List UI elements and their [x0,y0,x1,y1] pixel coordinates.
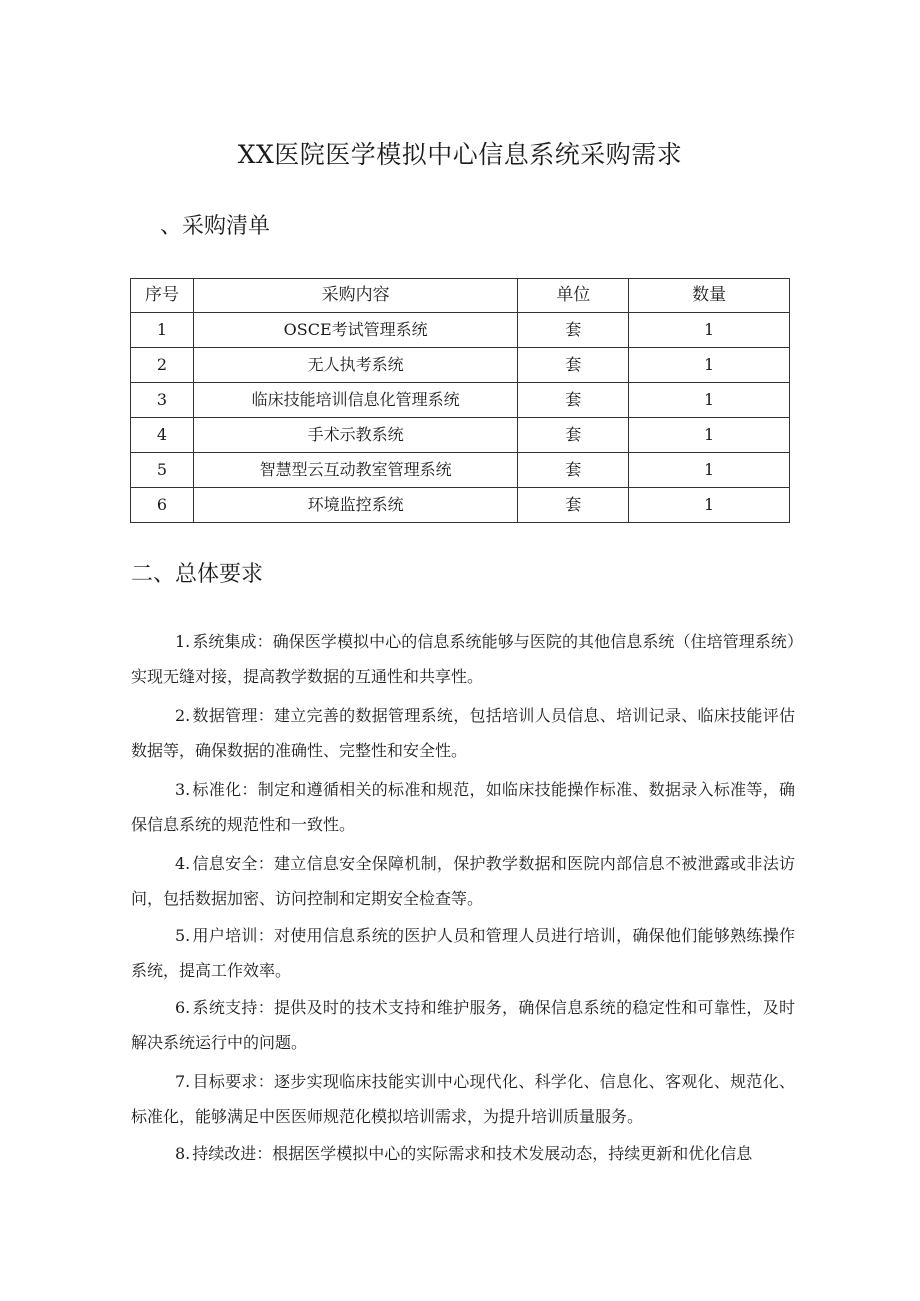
requirement-number: 5. [175,926,191,945]
table-row [131,453,790,488]
cell-unit: 套 [518,488,629,523]
table-header-row [131,279,790,313]
cell-quantity: 1 [629,418,790,453]
requirement-paragraph [131,1064,795,1134]
requirement-number: 4. [175,854,191,873]
requirement-text: 持续改进：根据医学模拟中心的实际需求和技术发展动态，持续更新和优化信息 [192,1144,753,1163]
requirement-paragraph [131,624,795,694]
table-row [131,383,790,418]
requirement-paragraph [131,846,795,916]
cell-serial-no: 5 [131,453,194,488]
table-row [131,488,790,523]
document-title: XX医院医学模拟中心信息系统采购需求 [237,140,683,169]
header-quantity: 数量 [629,279,790,313]
cell-unit: 套 [518,453,629,488]
requirement-text: 信息安全：建立信息安全保障机制，保护教学数据和医院内部信息不被泄露或非法访问，包括数据加密、访问控制和定期安全检查等。 [131,854,795,908]
requirement-paragraph [131,698,795,768]
section-heading-procurement-list: 、采购清单 [160,214,271,239]
cell-unit: 套 [518,348,629,383]
header-item: 采购内容 [193,279,518,313]
header-unit: 单位 [518,279,629,313]
cell-serial-no: 4 [131,418,194,453]
cell-unit: 套 [518,383,629,418]
requirement-text: 用户培训：对使用信息系统的医护人员和管理人员进行培训，确保他们能够熟练操作系统，提高工作效率。 [131,926,795,980]
cell-item: 智慧型云互动教室管理系统 [193,453,518,488]
section-heading-overall-requirements: 二、总体要求 [131,562,264,587]
requirement-number: 7. [175,1072,191,1091]
requirement-paragraph [131,918,795,988]
requirement-text: 系统支持：提供及时的技术支持和维护服务，确保信息系统的稳定性和可靠性，及时解决系统运行中的问题。 [131,998,795,1052]
cell-quantity: 1 [629,488,790,523]
procurement-table [130,278,790,523]
requirement-text: 数据管理：建立完善的数据管理系统，包括培训人员信息、培训记录、临床技能评估数据等，确保数据的准确性、完整性和安全性。 [131,706,795,760]
requirement-paragraph [131,990,795,1060]
requirement-text: 标准化：制定和遵循相关的标准和规范，如临床技能操作标准、数据录入标准等，确保信息系统的规范性和一致性。 [131,780,795,834]
cell-item: 临床技能培训信息化管理系统 [193,383,518,418]
table-row [131,313,790,348]
requirement-number: 6. [175,998,191,1017]
requirement-text: 系统集成：确保医学模拟中心的信息系统能够与医院的其他信息系统（住培管理系统）实现无缝对接，提高教学数据的互通性和共享性。 [131,632,795,686]
requirement-paragraph [131,1136,795,1171]
cell-quantity: 1 [629,383,790,418]
cell-unit: 套 [518,313,629,348]
cell-unit: 套 [518,418,629,453]
cell-item: 手术示教系统 [193,418,518,453]
requirement-number: 3. [175,780,191,799]
requirement-number: 8. [175,1144,191,1163]
requirement-number: 2. [175,706,191,725]
header-serial-no: 序号 [131,279,194,313]
table-row [131,348,790,383]
cell-item: OSCE考试管理系统 [193,313,518,348]
table-row [131,418,790,453]
cell-serial-no: 3 [131,383,194,418]
cell-quantity: 1 [629,348,790,383]
requirement-number: 1. [175,632,191,651]
cell-serial-no: 1 [131,313,194,348]
cell-serial-no: 6 [131,488,194,523]
cell-quantity: 1 [629,453,790,488]
requirement-text: 目标要求：逐步实现临床技能实训中心现代化、科学化、信息化、客观化、规范化、标准化，能够满足中医医师规范化模拟培训需求，为提升培训质量服务。 [131,1072,795,1126]
cell-quantity: 1 [629,313,790,348]
cell-serial-no: 2 [131,348,194,383]
requirement-paragraph [131,772,795,842]
cell-item: 无人执考系统 [193,348,518,383]
cell-item: 环境监控系统 [193,488,518,523]
